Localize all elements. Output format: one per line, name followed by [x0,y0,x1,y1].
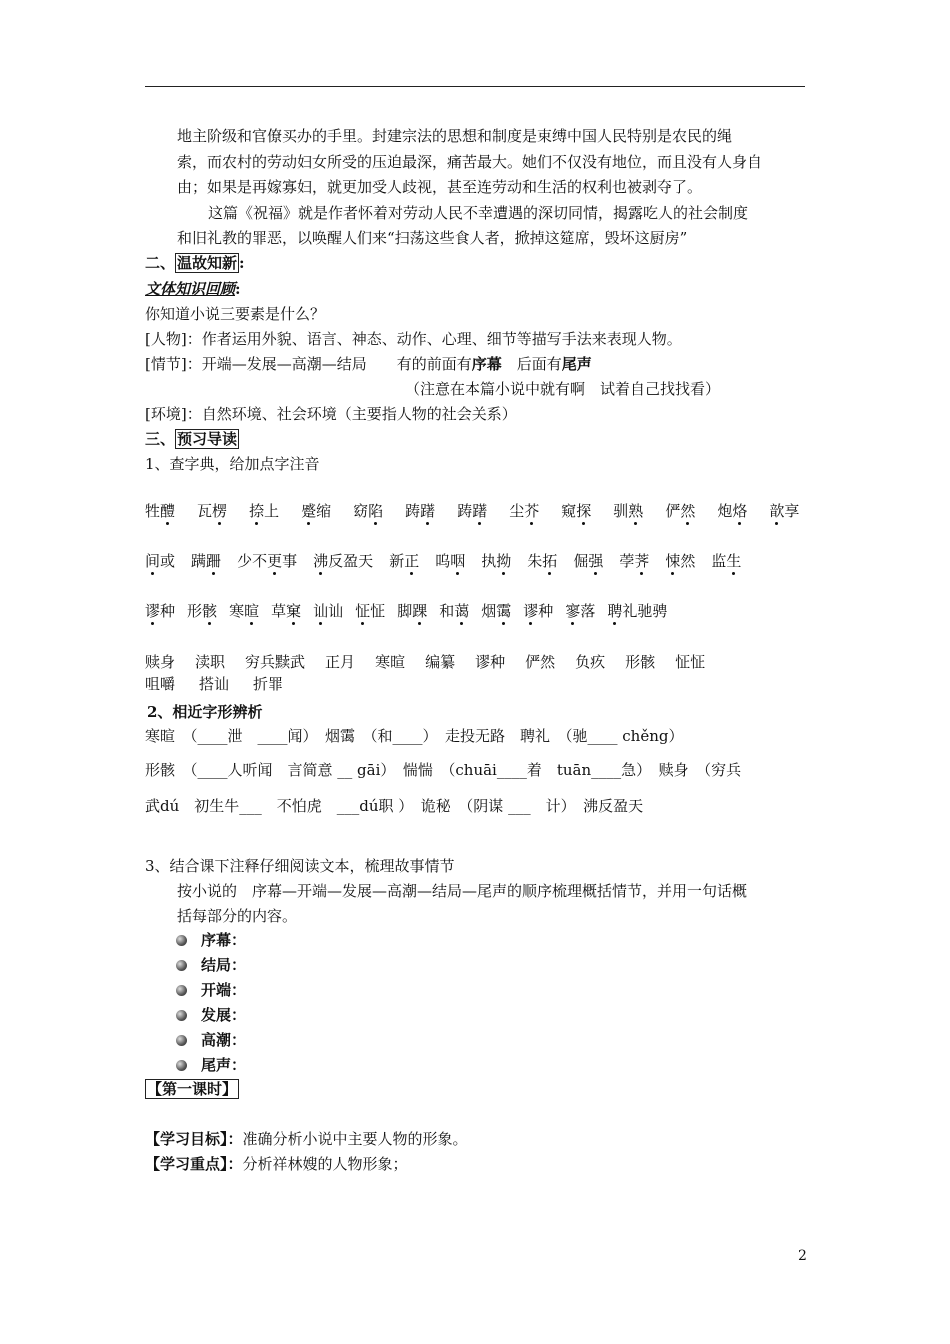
intro-line-5: 和旧礼教的罪恶，以唤醒人们来“扫荡这些食人者，掀掉这筵席，毁坏这厨房” [177,229,688,247]
vocab-char: 暄 [244,602,260,620]
vocab-word [523,602,553,620]
vocab-char: 礼 [622,602,638,620]
vocab-char: 蔼 [454,602,470,620]
vocab-char: 生 [726,552,742,570]
vocab-word [191,552,221,570]
vocab-char: 尘 [509,502,525,520]
vocab-char: 驰 [637,602,653,620]
vocab-word [439,602,469,620]
item-1-heading: 1、查字典，给加点字注音 [145,455,320,473]
plot-bullet-item [176,1005,246,1025]
vocab-char: 跚 [206,552,222,570]
vocab-char: 骋 [652,602,668,620]
intro-line-1: 地主阶级和官僚买办的手里。封建宗法的思想和制度是束缚中国人民特别是农民的绳 [177,127,733,145]
vocab-word [397,602,427,620]
vocab-char: 朱 [527,552,543,570]
vocab-word [197,502,227,520]
vocab-char: 俨 [665,502,681,520]
bullet-label: 发展： [201,1006,247,1024]
vocab-row-1 [145,501,821,521]
question-text: 你知道小说三要素是什么？ [145,305,326,323]
vocab-char: 倔 [573,552,589,570]
bullet-icon [176,985,187,996]
compare-line-3: 武dú 初生牛___ 不怕虎 ___dú职 ） 诡秘 （阴谋 ___ 计） 沸反盈天 [145,797,644,815]
vocab-char: 蹙 [301,502,317,520]
vocab-char: 讪 [313,602,329,620]
bullet-icon [176,1060,187,1071]
environment-line: [环境]：自然环境、社会环境（主要指人物的社会关系） [145,405,517,423]
vocab-char: 楞 [212,502,228,520]
plot-note: （注意在本篇小说中就有啊 试着自己找找看） [405,380,721,398]
vocab-word: 渎职 [195,653,226,671]
learning-key [145,1154,408,1174]
section-3-number: 三、 [145,430,176,448]
vocab-word [405,502,435,520]
vocab-word: 负疚 [575,653,606,671]
vocab-word [481,602,511,620]
plot-text-2: 后面有 [501,355,562,373]
key-label: 【学习重点】： [145,1155,243,1173]
vocab-word: 怔怔 [675,653,706,671]
vocab-char: 谬 [523,602,539,620]
vocab-char: 陷 [368,502,384,520]
vocab-char: 种 [160,602,176,620]
intro-line-4: 这篇《祝福》就是作者怀着对劳动人民不幸遭遇的深切同情，揭露吃人的社会制度 [208,204,749,222]
plot-bullet-item [176,1055,246,1075]
vocab-char: 更 [267,552,283,570]
section-2-colon: : [239,254,245,272]
vocab-char: 脚 [397,602,413,620]
vocab-word [145,502,175,520]
vocab-word [145,602,175,620]
vocab-char: 监 [711,552,727,570]
plot-line [145,354,592,374]
vocab-char: 事 [282,552,298,570]
header-rule [145,86,805,87]
intro-line-2: 索，而农村的劳动妇女所受的压迫最深，痛苦最大。她们不仅没有地位，而且没有人身自 [177,153,763,171]
vocab-word: 编纂 [425,653,456,671]
vocab-char: 拗 [496,552,512,570]
vocab-char: 享 [784,502,800,520]
bullet-icon [176,935,187,946]
vocab-char: 窥 [561,502,577,520]
vocab-char: 窈 [353,502,369,520]
item-3-desc-1: 按小说的 序幕—开端—发展—高潮—结局—尾声的顺序梳理概括情节，并用一句话概 [177,882,748,900]
vocab-word [249,502,279,520]
vocab-word: 搭讪 [199,675,230,693]
section-3-title: 预习导读 [177,430,238,448]
vocab-word [769,502,799,520]
vocab-char: 窠 [286,602,302,620]
prologue-word: 序幕 [471,355,502,373]
vocab-char: 种 [538,602,554,620]
vocab-char: 间 [145,552,161,570]
vocab-char: 歆 [769,502,785,520]
vocab-word [457,502,487,520]
section-2-number: 二、 [145,254,176,272]
lesson-title-box: 【第一课时】 [147,1080,238,1098]
vocab-word: 形骸 [625,653,656,671]
plot-text: [情节]：开端—发展—高潮—结局 有的前面有 [145,355,472,373]
vocab-word [619,552,649,570]
vocab-char: 上 [264,502,280,520]
genre-review-title: 文体知识回顾 [145,280,236,298]
vocab-word [527,552,557,570]
vocab-char: 和 [439,602,455,620]
bullet-label: 开端： [201,981,247,999]
vocab-char: 正 [404,552,420,570]
vocab-word [237,552,297,570]
genre-review-heading [145,279,241,299]
vocab-row-5 [145,674,307,694]
vocab-word [607,602,667,620]
vocab-row-3 [145,601,679,621]
bullet-icon [176,1010,187,1021]
vocab-row-2 [145,551,757,571]
vocab-char: 熟 [628,502,644,520]
vocab-char: 新 [389,552,405,570]
bullet-label: 序幕： [201,931,247,949]
vocab-char: 牲 [145,502,161,520]
vocab-char: 天 [358,552,374,570]
vocab-word [665,552,695,570]
vocab-char: 谬 [145,602,161,620]
vocab-char: 讪 [328,602,344,620]
vocab-char: 霭 [496,602,512,620]
vocab-word: 咀嚼 [145,675,176,693]
bullet-icon [176,1035,187,1046]
bullet-label: 高潮： [201,1031,247,1049]
plot-bullet-item [176,930,246,950]
vocab-word [271,602,301,620]
vocab-word [187,602,217,620]
item-3-heading: 3、结合课下注释仔细阅读文本，梳理故事情节 [145,857,455,875]
vocab-char: 落 [580,602,596,620]
vocab-char: 炮 [717,502,733,520]
vocab-char: 聘 [607,602,623,620]
goal-label: 【学习目标】： [145,1130,243,1148]
vocab-char: 呜 [435,552,451,570]
vocab-char: 荠 [634,552,650,570]
character-line: [人物]：作者运用外貌、语言、神态、动作、心理、细节等描写手法来表现人物。 [145,330,682,348]
compare-line-2: 形骸 （____人听闻 言简意 __ gāi） 惴惴 （chuāi____着 tuān____急） 赎身 （穷兵 [145,761,742,779]
vocab-char: 寥 [565,602,581,620]
vocab-word: 正月 [325,653,356,671]
vocab-char: 烙 [732,502,748,520]
vocab-word [389,552,419,570]
plot-bullet-item [176,1030,246,1050]
vocab-word: 赎身 [145,653,176,671]
vocab-char: 咽 [450,552,466,570]
section-2-heading [145,253,245,273]
intro-line-3: 由；如果是再嫁寡妇，就更加受人歧视，甚至连劳动和生活的权利也被剥夺了。 [177,178,703,196]
vocab-char: 沸 [313,552,329,570]
vocab-char: 骸 [202,602,218,620]
vocab-char: 醴 [160,502,176,520]
vocab-char: 驯 [613,502,629,520]
vocab-char: 盈 [343,552,359,570]
vocab-char: 形 [187,602,203,620]
vocab-char: 探 [576,502,592,520]
vocab-word [717,502,747,520]
vocab-char: 草 [271,602,287,620]
vocab-word: 穷兵黩武 [245,653,306,671]
bullet-label: 结局： [201,956,247,974]
vocab-char: 躇 [420,502,436,520]
vocab-char: 踌 [405,502,421,520]
vocab-word [711,552,741,570]
vocab-word [301,502,331,520]
vocab-word [509,502,539,520]
item-3-desc-2: 括每部分的内容。 [177,907,298,925]
vocab-word [481,552,511,570]
bullet-label: 尾声： [201,1056,247,1074]
vocab-char: 蹒 [191,552,207,570]
genre-review-colon: : [235,280,241,298]
vocab-char: 芥 [524,502,540,520]
page-number: 2 [798,1248,807,1264]
section-2-title: 温故知新 [177,254,238,272]
vocab-word [613,502,643,520]
vocab-char: 强 [588,552,604,570]
vocab-word [665,502,695,520]
vocab-word [565,602,595,620]
vocab-word: 寒暄 [375,653,406,671]
vocab-char: 或 [160,552,176,570]
vocab-char: 悚 [665,552,681,570]
section-3-heading [145,429,239,449]
vocab-word [561,502,591,520]
vocab-char: 反 [328,552,344,570]
vocab-word [313,602,343,620]
vocab-char: 瓦 [197,502,213,520]
vocab-char: 荸 [619,552,635,570]
vocab-char: 躇 [472,502,488,520]
vocab-char: 怔 [355,602,371,620]
plot-bullet-item [176,955,246,975]
vocab-word [145,552,175,570]
vocab-char: 怔 [370,602,386,620]
vocab-char: 不 [252,552,268,570]
vocab-word: 折罪 [253,675,284,693]
vocab-char: 执 [481,552,497,570]
vocab-word: 谬种 [475,653,506,671]
plot-bullet-item [176,980,246,1000]
vocab-char: 然 [680,502,696,520]
vocab-word [353,502,383,520]
vocab-word: 俨然 [525,653,556,671]
bullet-icon [176,960,187,971]
vocab-char: 寒 [229,602,245,620]
epilogue-word: 尾声 [561,355,592,373]
vocab-word [573,552,603,570]
learning-goal [145,1129,468,1149]
vocab-row-4 [145,652,725,672]
vocab-char: 少 [237,552,253,570]
vocab-char: 然 [680,552,696,570]
vocab-word [313,552,373,570]
goal-text: 准确分析小说中主要人物的形象。 [242,1130,468,1148]
vocab-word [435,552,465,570]
key-text: 分析祥林嫂的人物形象； [242,1155,408,1173]
vocab-char: 捺 [249,502,265,520]
lesson-title [145,1079,239,1099]
compare-line-1: 寒暄 （____泄 ____闻） 烟霭 （和____） 走投无路 聘礼 （驰____ chěng） [145,727,684,745]
vocab-word [355,602,385,620]
vocab-char: 烟 [481,602,497,620]
vocab-char: 踝 [412,602,428,620]
vocab-char: 拓 [542,552,558,570]
vocab-word [229,602,259,620]
item-2-heading: 2、相近字形辨析 [147,703,263,721]
vocab-char: 缩 [316,502,332,520]
vocab-char: 踌 [457,502,473,520]
